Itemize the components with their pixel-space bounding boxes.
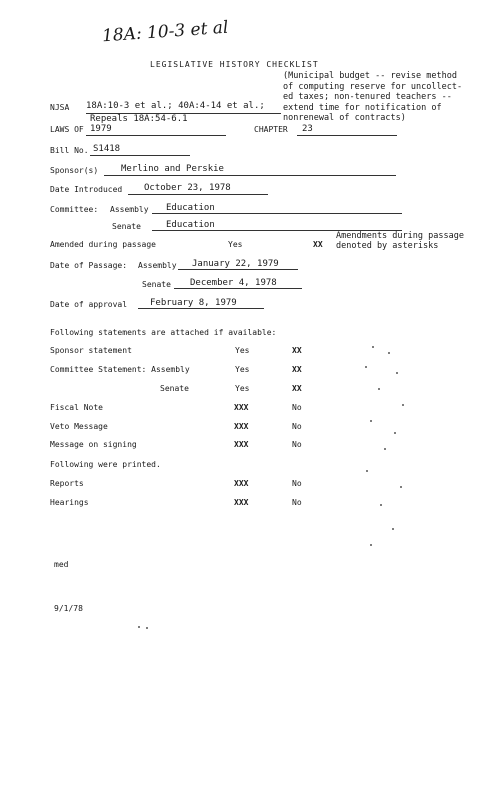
document-title: LEGISLATIVE HISTORY CHECKLIST <box>150 60 319 69</box>
statement-col2: No <box>292 403 302 412</box>
approval-label: Date of approval <box>50 300 128 309</box>
committee-assembly-rule <box>152 213 402 214</box>
statement-col2: XX <box>292 346 302 355</box>
attached-heading: Following statements are attached if available: <box>50 328 277 337</box>
bill-description <box>283 71 462 124</box>
approval-rule <box>138 308 264 309</box>
passage-assembly-label: Assembly <box>138 261 177 270</box>
date-introduced-label: Date Introduced <box>50 185 123 194</box>
description-line: ed taxes; non-tenured teachers -- <box>283 92 452 102</box>
initials: med <box>54 560 69 569</box>
statement-label: Committee Statement: Assembly <box>50 365 190 374</box>
statement-col1: Yes <box>235 365 250 374</box>
statement-label: Sponsor statement <box>50 346 132 355</box>
date-introduced-value: October 23, 1978 <box>144 183 231 193</box>
statement-label: Message on signing <box>50 440 137 449</box>
statement-col2: XX <box>292 365 302 374</box>
printed-label: Hearings <box>50 498 89 507</box>
sponsor-rule <box>104 175 396 176</box>
committee-assembly-label: Assembly <box>110 205 149 214</box>
njsa-label: NJSA <box>50 103 70 112</box>
laws-of-value: 1979 <box>90 124 112 134</box>
statement-col1: XXX <box>234 422 249 431</box>
committee-label: Committee: <box>50 205 99 214</box>
statement-col1: Yes <box>235 384 250 393</box>
statement-col1: XXX <box>234 403 249 412</box>
amended-note <box>336 231 464 251</box>
statement-col1: Yes <box>235 346 250 355</box>
printed-heading: Following were printed. <box>50 460 161 469</box>
passage-assembly-rule <box>178 269 298 270</box>
amended-note-line: denoted by asterisks <box>336 241 439 251</box>
statement-col1: XXX <box>234 440 249 449</box>
statement-label: Fiscal Note <box>50 403 103 412</box>
printed-col1: XXX <box>234 479 249 488</box>
committee-senate-label: Senate <box>112 222 141 231</box>
sponsor-value: Merlino and Perskie <box>121 164 224 174</box>
passage-senate-value: December 4, 1978 <box>190 278 277 288</box>
handwritten-reference: 18A: 10-3 et al <box>101 17 230 47</box>
printed-label: Reports <box>50 479 84 488</box>
bill-no-value: S1418 <box>93 144 121 154</box>
amended-label: Amended during passage <box>50 240 156 249</box>
description-line: (Municipal budget -- revise method <box>283 71 457 81</box>
amended-mark: XX <box>313 240 323 249</box>
footer-date: 9/1/78 <box>54 604 83 613</box>
laws-of-label: LAWS OF <box>50 125 84 134</box>
printed-col1: XXX <box>234 498 249 507</box>
statement-col2: No <box>292 422 302 431</box>
chapter-rule <box>297 135 397 136</box>
njsa-value: 18A:10-3 et al.; 40A:4-14 et al.; <box>86 101 265 111</box>
sponsor-label: Sponsor(s) <box>50 166 99 175</box>
committee-assembly-value: Education <box>166 203 215 213</box>
statement-label: Senate <box>160 384 189 393</box>
printed-col2: No <box>292 479 302 488</box>
amended-yes: Yes <box>228 240 243 249</box>
statement-col2: XX <box>292 384 302 393</box>
printed-col2: No <box>292 498 302 507</box>
statement-col2: No <box>292 440 302 449</box>
repeals-note: Repeals 18A:54-6.1 <box>90 114 188 124</box>
chapter-label: CHAPTER <box>254 125 288 134</box>
passage-senate-label: Senate <box>142 280 171 289</box>
amended-note-line: Amendments during passage <box>336 231 464 241</box>
passage-label: Date of Passage: <box>50 261 128 270</box>
description-line: of computing reserve for uncollect- <box>283 81 463 92</box>
description-line: extend time for notification of <box>283 102 442 113</box>
approval-value: February 8, 1979 <box>150 298 237 308</box>
bill-no-rule <box>90 155 190 156</box>
passage-assembly-value: January 22, 1979 <box>192 259 279 269</box>
bill-no-label: Bill No. <box>50 146 89 155</box>
description-line: nonrenewal of contracts) <box>283 113 406 123</box>
date-introduced-rule <box>128 194 268 195</box>
committee-senate-value: Education <box>166 220 215 230</box>
statement-label: Veto Message <box>50 422 108 431</box>
chapter-value: 23 <box>302 124 313 134</box>
passage-senate-rule <box>174 288 302 289</box>
laws-of-rule <box>86 135 226 136</box>
